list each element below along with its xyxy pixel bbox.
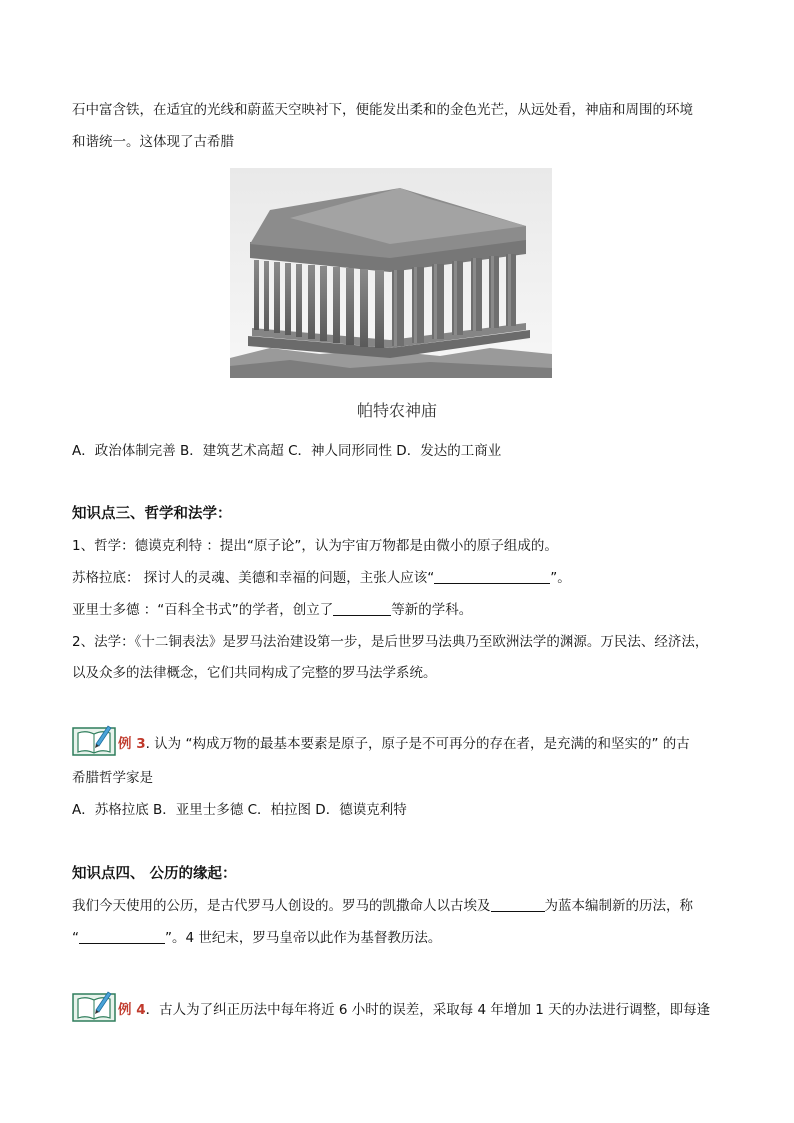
figure-caption: 帕特农神庙	[356, 401, 437, 420]
aristotle-text: 亚里士多德 ：“百科全书式”的学者，创立了	[72, 602, 334, 618]
section4-line-2	[72, 928, 441, 948]
book-pencil-icon	[72, 722, 116, 756]
socrates-text-end: ”。	[550, 570, 571, 586]
aristotle-answer-blank[interactable]	[333, 601, 391, 616]
example4-label: 例 4	[118, 1002, 146, 1018]
calendar-basis-blank[interactable]	[491, 897, 545, 912]
intro-line-2: 和谐统一。这体现了古希腊	[72, 134, 234, 150]
example4-question: ．古人为了纠正历法中每年将近 6 小时的误差，采取每 4 年增加 1 天的办法进行调整，即每逢	[145, 1002, 711, 1018]
calendar-text-end: 为蓝本编制新的历法，称	[544, 898, 693, 914]
section4-line-1	[72, 896, 693, 916]
example3-question: . 认为 “构成万物的最基本要素是原子，原子是不可再分的存在者，是充满的和坚实的” 的古	[145, 736, 690, 752]
socrates-answer-blank[interactable]	[434, 569, 550, 584]
calendar-name-close: ”。4 世纪末，罗马皇帝以此作为基督教历法。	[165, 930, 442, 946]
example3-line-2: 希腊哲学家是	[72, 770, 153, 786]
question-options: A．政治体制完善 B．建筑艺术高超 C．神人同形同性 D．发达的工商业	[72, 443, 502, 459]
socrates-text: 苏格拉底： 探讨人的灵魂、美德和幸福的问题，主张人应该“	[72, 570, 435, 586]
calendar-name-open: “	[72, 930, 79, 946]
section3-socrates	[72, 568, 571, 588]
section3-law-line-2: 以及众多的法律概念，它们共同构成了完整的罗马法学系统。	[72, 665, 437, 681]
calendar-text: 我们今天使用的公历，是古代罗马人创设的。罗马的凯撒命人以古埃及	[72, 898, 491, 914]
section3-philosophy: 1、哲学：德谟克利特 ：提出“原子论”，认为宇宙万物都是由微小的原子组成的。	[72, 538, 558, 554]
book-pencil-icon	[72, 988, 116, 1022]
section3-title: 知识点三、哲学和法学：	[72, 506, 232, 522]
aristotle-text-end: 等新的学科。	[391, 602, 473, 618]
section4-title: 知识点四、 公历的缘起：	[72, 866, 237, 882]
calendar-name-blank[interactable]	[79, 929, 165, 944]
example3-label: 例 3	[118, 736, 146, 752]
section3-law-line-1: 2、法学：《十二铜表法》是罗马法治建设第一步，是后世罗马法典乃至欧洲法学的渊源。万民法、经济法，	[72, 634, 709, 650]
parthenon-photo	[230, 168, 552, 378]
section3-aristotle	[72, 600, 472, 620]
example3-options: A．苏格拉底 B．亚里士多德 C．柏拉图 D．德谟克利特	[72, 802, 407, 818]
example4-line-1	[118, 1000, 710, 1020]
example3-line-1	[118, 734, 690, 754]
intro-line-1: 石中富含铁，在适宜的光线和蔚蓝天空映衬下，便能发出柔和的金色光芒，从远处看，神庙和周围的环境	[72, 102, 693, 118]
